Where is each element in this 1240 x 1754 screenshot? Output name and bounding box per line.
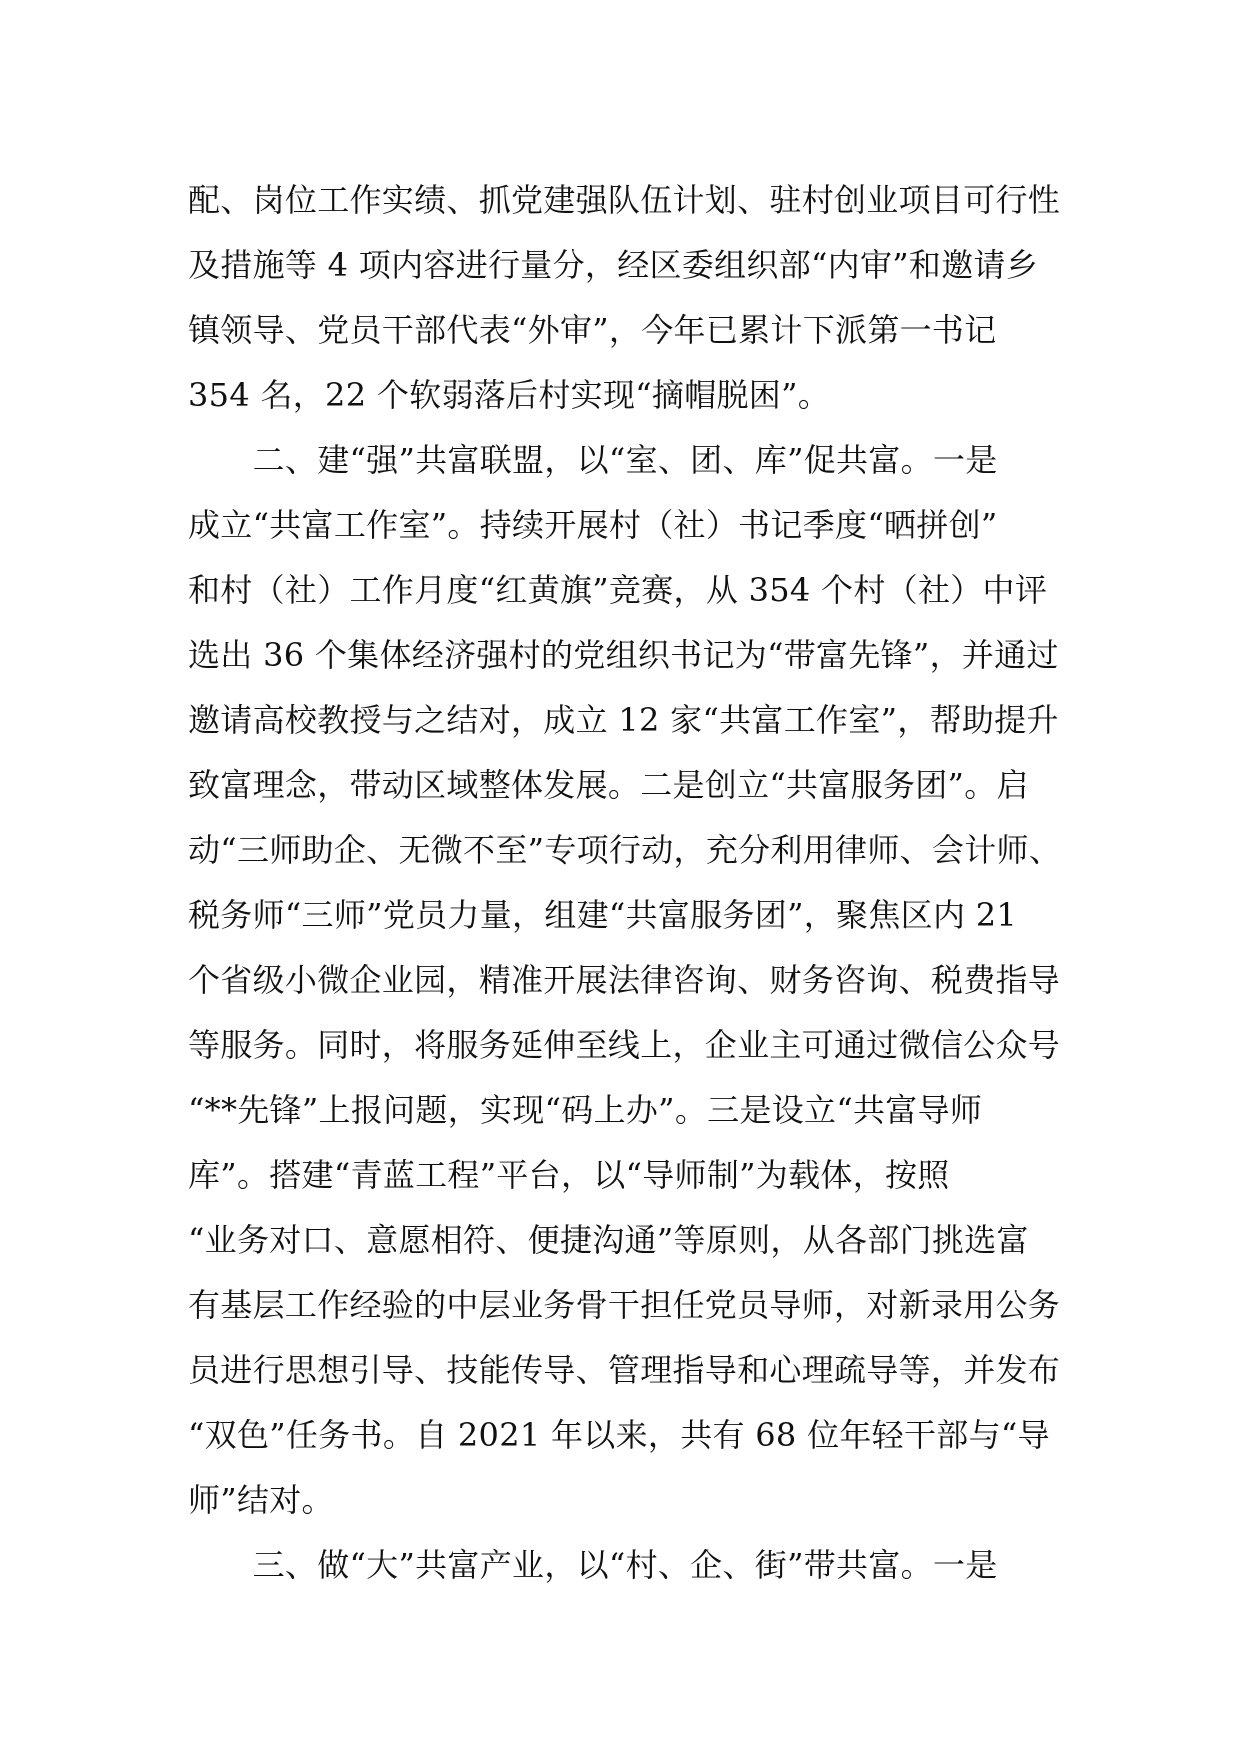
text-line: 配、岗位工作实绩、抓党建强队伍计划、驻村创业项目可行性 (188, 181, 1061, 219)
text-line: 师”结对。 (188, 1481, 334, 1519)
section-heading-line: 三、做“大”共富产业，以“村、企、街”带共富。一是 (188, 1546, 998, 1584)
text-line: 及措施等 4 项内容进行量分，经区委组织部“内审”和邀请乡 (188, 246, 1039, 284)
text-line: 邀请高校教授与之结对，成立 12 家“共富工作室”，帮助提升 (188, 701, 1059, 739)
text-line: “业务对口、意愿相符、便捷沟通”等原则，从各部门挑选富 (188, 1221, 1029, 1259)
text-line: “双色”任务书。自 2021 年以来，共有 68 位年轻干部与“导 (188, 1416, 1050, 1454)
text-line: 等服务。同时，将服务延伸至线上，企业主可通过微信公众号 (188, 1026, 1061, 1064)
text-line: 354 名，22 个软弱落后村实现“摘帽脱困”。 (188, 376, 831, 414)
section-heading-line: 二、建“强”共富联盟，以“室、团、库”促共富。一是 (188, 441, 998, 479)
text-line: 成立“共富工作室”。持续开展村（社）书记季度“晒拼创” (188, 506, 998, 544)
text-line: 个省级小微企业园，精准开展法律咨询、财务咨询、税费指导 (188, 961, 1061, 999)
text-line: 员进行思想引导、技能传导、管理指导和心理疏导等，并发布 (188, 1351, 1061, 1389)
body-text (188, 168, 1068, 1598)
text-line: 动“三师助企、无微不至”专项行动，充分利用律师、会计师、 (188, 831, 1062, 869)
text-line: 有基层工作经验的中层业务骨干担任党员导师，对新录用公务 (188, 1286, 1061, 1324)
text-line: 致富理念，带动区域整体发展。二是创立“共富服务团”。启 (188, 766, 1029, 804)
text-line: 选出 36 个集体经济强村的党组织书记为“带富先锋”，并通过 (188, 636, 1059, 674)
text-line: 库”。搭建“青蓝工程”平台，以“导师制”为载体，按照 (188, 1156, 950, 1194)
text-line: 和村（社）工作月度“红黄旗”竞赛，从 354 个村（社）中评 (188, 571, 1048, 609)
text-line: 税务师“三师”党员力量，组建“共富服务团”，聚焦区内 21 (188, 896, 1018, 934)
text-line: “**先锋”上报问题，实现“码上办”。三是设立“共富导师 (188, 1091, 983, 1129)
text-line: 镇领导、党员干部代表“外审”，今年已累计下派第一书记 (188, 311, 997, 349)
